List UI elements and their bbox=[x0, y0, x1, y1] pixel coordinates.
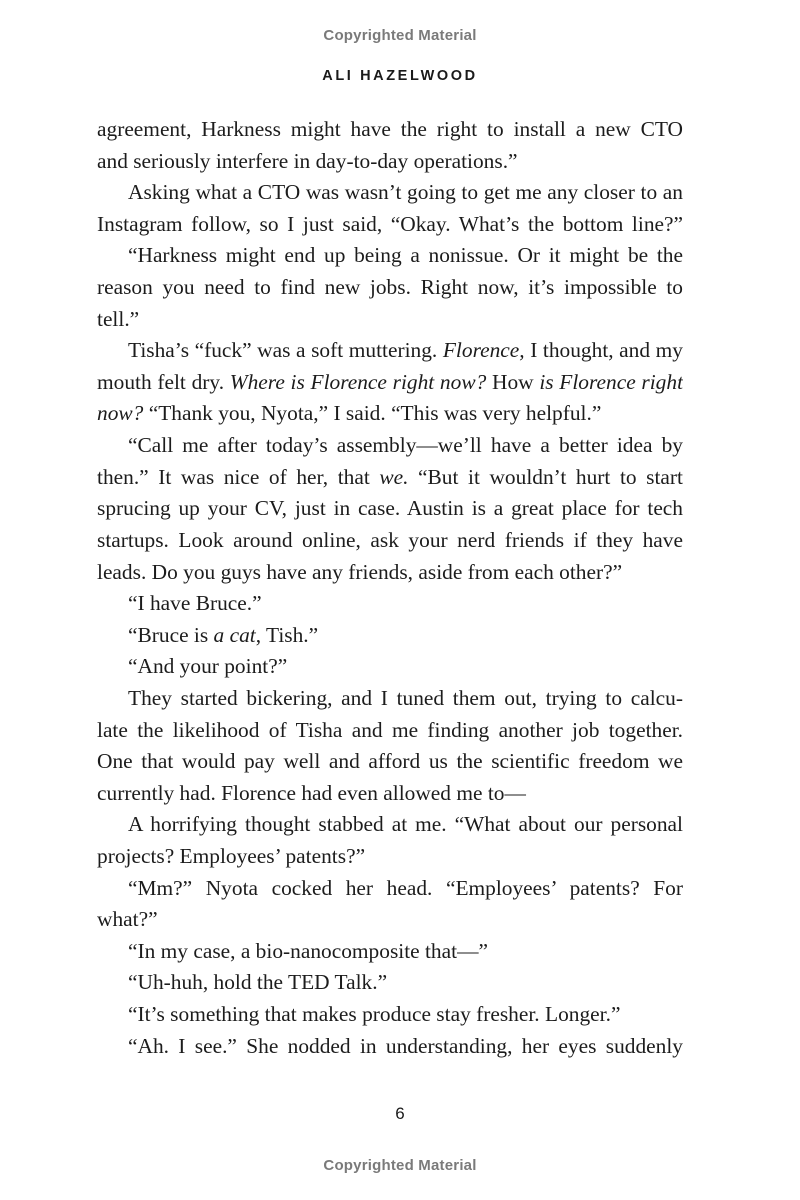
text-line: “Uh-huh, hold the TED Talk.” bbox=[128, 970, 388, 995]
text-line: “Harkness might end up being a nonissue. Or it might be the bbox=[128, 243, 683, 268]
text-line: sprucing up your CV, just in case. Austin is a great place for tech bbox=[97, 496, 683, 521]
text-segment: How bbox=[486, 369, 540, 394]
italic-segment: we. bbox=[379, 464, 409, 489]
text-segment: “Thank you, Nyota,” I said. “This was very helpful.” bbox=[143, 401, 602, 426]
italic-segment: Florence, bbox=[442, 338, 525, 363]
text-line: leads. Do you guys have any friends, aside from each other?” bbox=[97, 559, 623, 584]
italic-segment: a cat bbox=[213, 622, 256, 647]
copyright-watermark-bottom: Copyrighted Material bbox=[323, 1157, 477, 1174]
text-line: currently had. Florence had even allowed me to— bbox=[97, 780, 526, 805]
text-line: late the likelihood of Tisha and me finding another job together. bbox=[97, 717, 683, 742]
running-head-author: ALI HAZELWOOD bbox=[322, 68, 478, 84]
text-segment: mouth felt dry. bbox=[97, 369, 230, 394]
text-segment: then.” It was nice of her, that bbox=[97, 464, 380, 489]
text-line bbox=[97, 335, 683, 367]
text-line: They started bickering, and I tuned them out, trying to calcu- bbox=[128, 685, 683, 710]
text-line bbox=[97, 367, 683, 399]
text-segment: , Tish.” bbox=[255, 622, 319, 647]
text-line bbox=[97, 462, 683, 494]
italic-segment: is Florence right bbox=[539, 369, 683, 394]
copyright-watermark-top: Copyrighted Material bbox=[323, 27, 477, 44]
text-line: “I have Bruce.” bbox=[128, 591, 262, 616]
text-line: “Call me after today’s assembly—we’ll have a better idea by bbox=[128, 433, 683, 458]
page-number: 6 bbox=[395, 1104, 405, 1123]
italic-segment: now? bbox=[97, 401, 144, 426]
text-line bbox=[97, 620, 683, 652]
text-line: A horrifying thought stabbed at me. “What about our personal bbox=[128, 812, 683, 837]
text-line: “In my case, a bio-nanocomposite that—” bbox=[128, 938, 488, 963]
text-line: Instagram follow, so I just said, “Okay. What’s the bottom line?” bbox=[97, 211, 683, 236]
text-line: “And your point?” bbox=[128, 654, 288, 679]
body-text bbox=[97, 114, 683, 1062]
text-line: startups. Look around online, ask your nerd friends if they have bbox=[97, 527, 683, 552]
text-line: reason you need to find new jobs. Right now, it’s impossible to bbox=[97, 275, 683, 300]
text-segment: “But it wouldn’t hurt to start bbox=[408, 464, 683, 489]
italic-segment: Where is Florence right now? bbox=[229, 369, 487, 394]
text-line: and seriously interfere in day-to-day operations.” bbox=[97, 148, 518, 173]
text-line bbox=[97, 398, 683, 430]
text-line: “It’s something that makes produce stay fresher. Longer.” bbox=[128, 1002, 621, 1027]
text-line: “Mm?” Nyota cocked her head. “Employees’ patents? For bbox=[128, 875, 683, 900]
text-line: Asking what a CTO was wasn’t going to get me any closer to an bbox=[128, 180, 683, 205]
text-line: projects? Employees’ patents?” bbox=[97, 844, 366, 869]
text-line: what?” bbox=[97, 907, 158, 932]
text-segment: Tisha’s “fuck” was a soft muttering. bbox=[128, 338, 443, 363]
text-line: One that would pay well and afford us the scientific freedom we bbox=[97, 749, 683, 774]
text-line: tell.” bbox=[97, 306, 140, 331]
text-segment: I thought, and my bbox=[524, 338, 683, 363]
text-segment: “Bruce is bbox=[128, 622, 214, 647]
text-line: “Ah. I see.” She nodded in understanding, her eyes suddenly bbox=[128, 1033, 683, 1058]
text-line: agreement, Harkness might have the right to install a new CTO bbox=[97, 117, 683, 141]
